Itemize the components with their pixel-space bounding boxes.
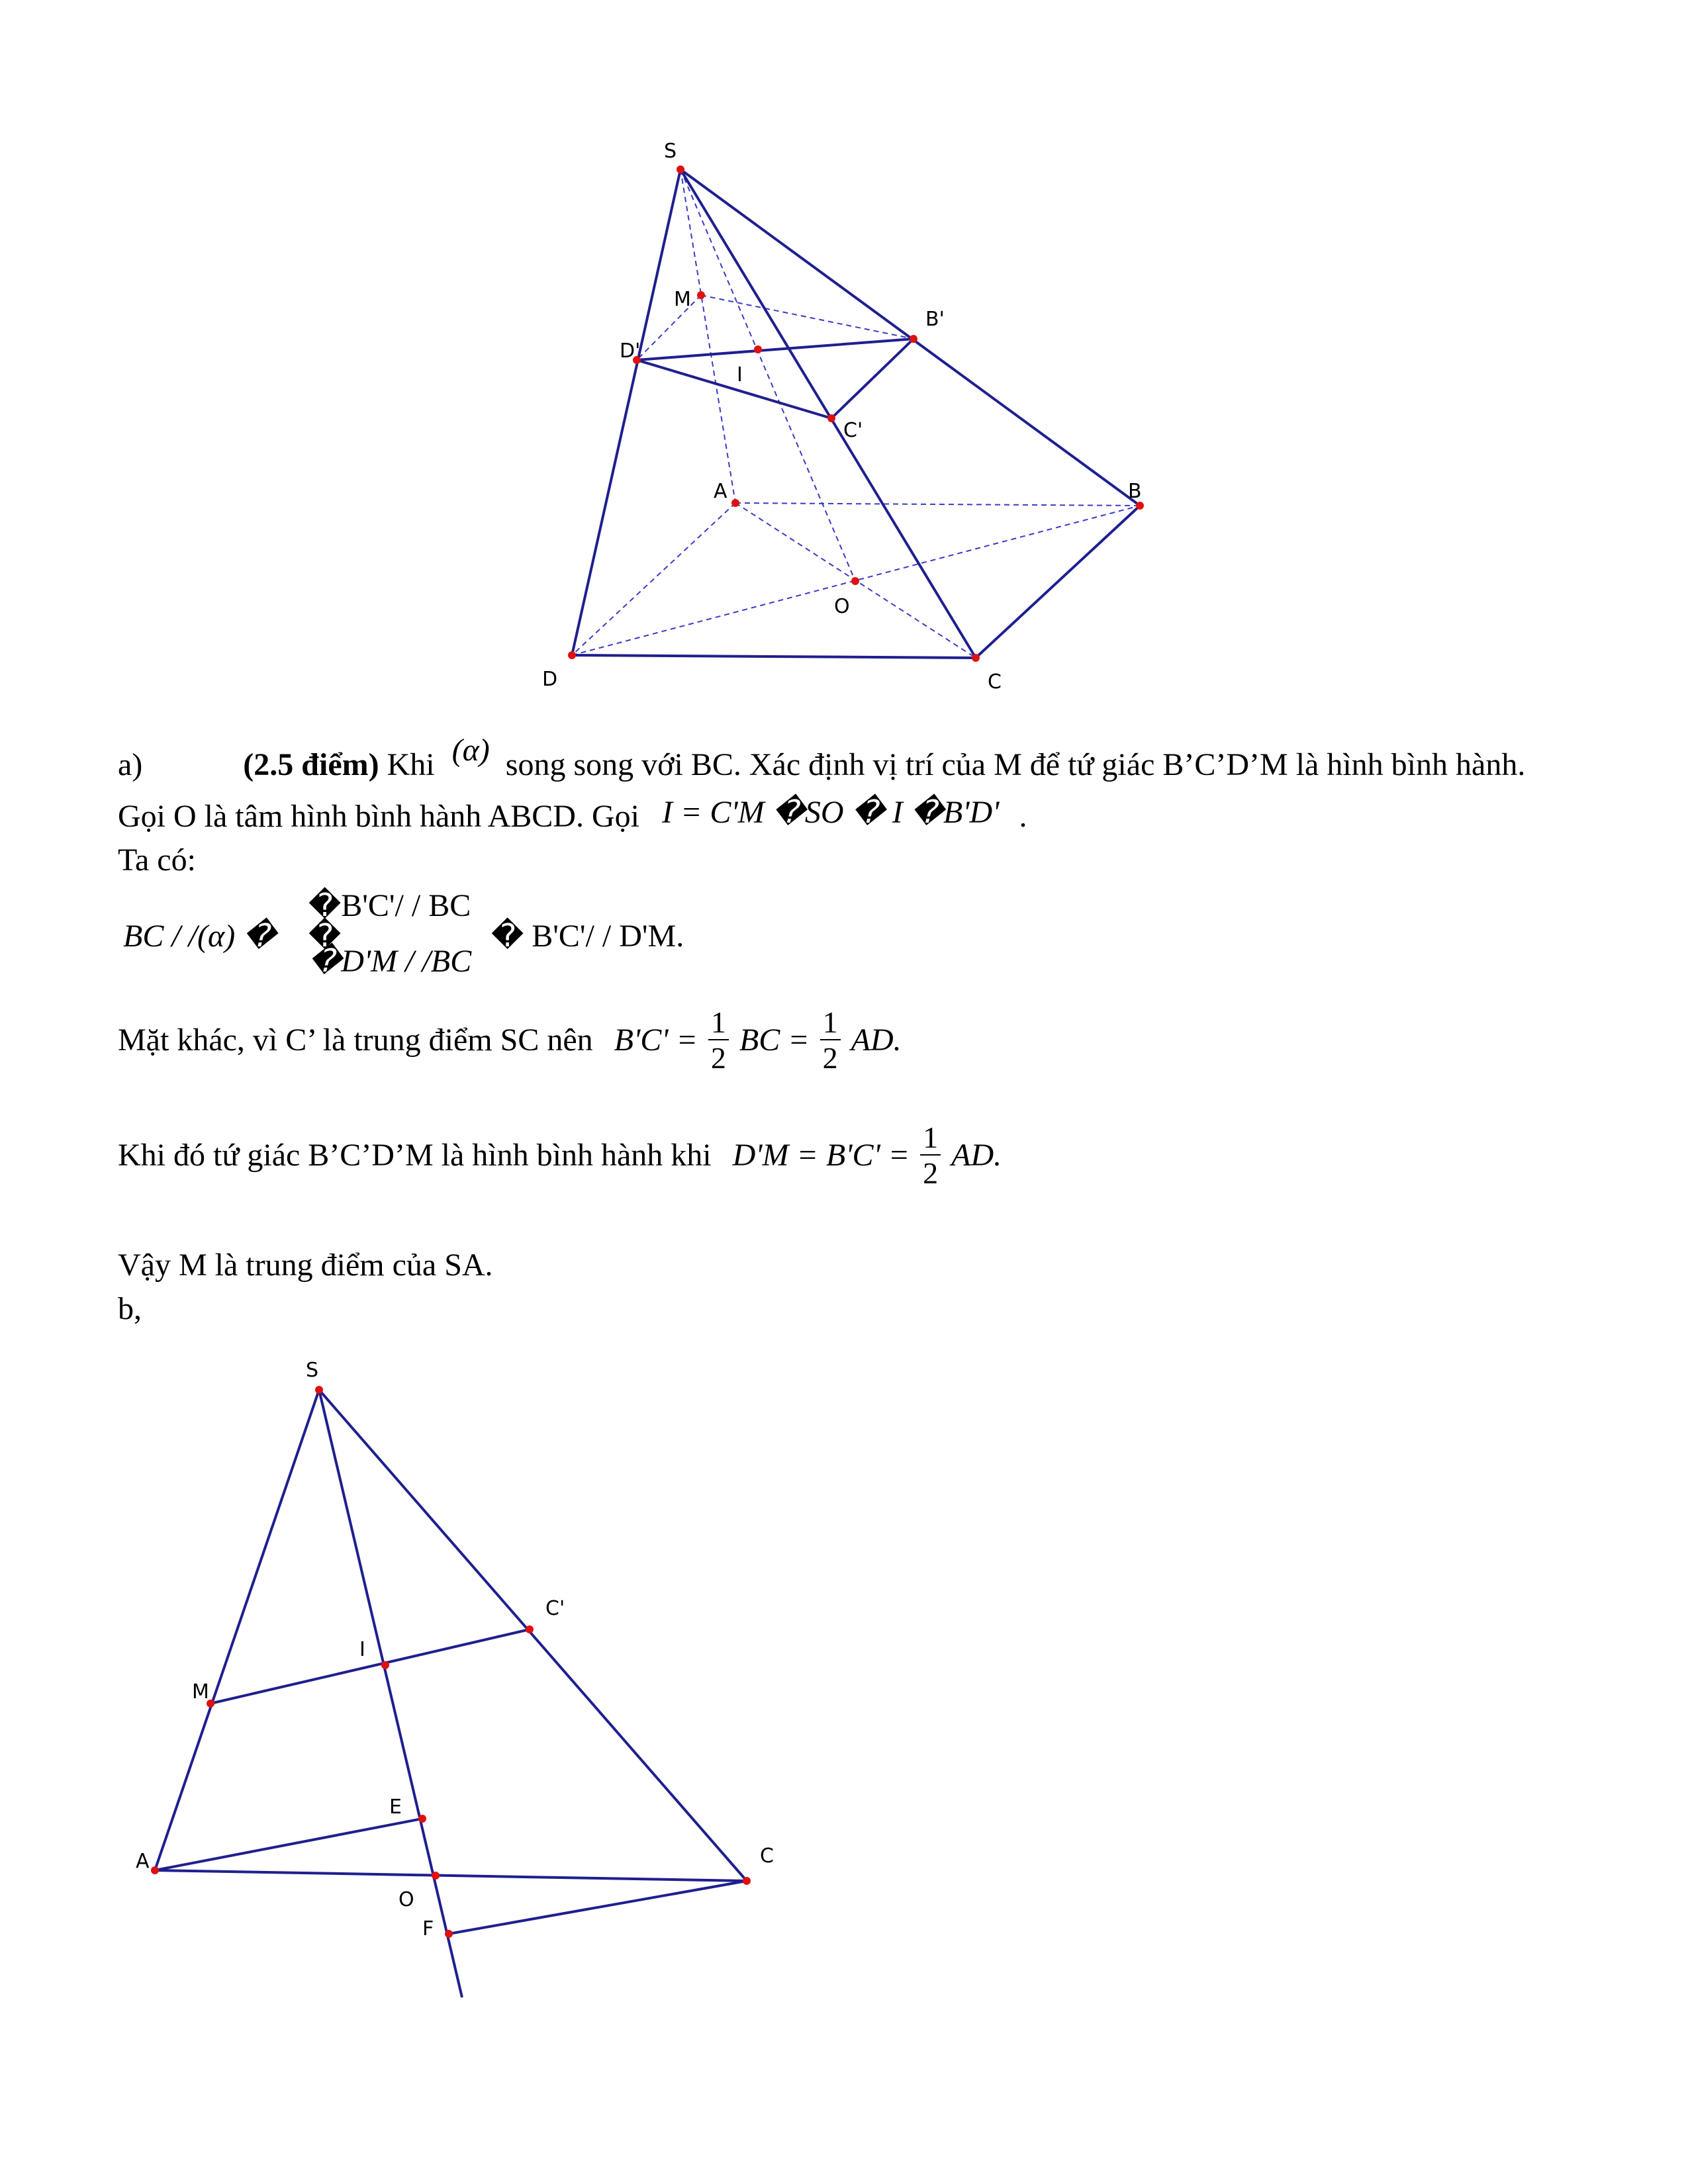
part-a-line-mat-khac <box>118 1007 902 1073</box>
line-S-ray <box>319 1390 462 1997</box>
point-O <box>851 577 859 585</box>
point2-C <box>743 1877 751 1885</box>
system-bot: �D'M / /BC <box>308 944 472 979</box>
line2-end: . <box>1019 799 1027 834</box>
mat-khac-f2: BC = <box>739 1023 810 1058</box>
fraction-denominator: 2 <box>923 1156 939 1190</box>
line-SC <box>319 1390 747 1881</box>
label2-O: O <box>399 1888 414 1911</box>
label-B: B <box>1128 480 1142 503</box>
fraction-numerator: 1 <box>920 1122 941 1156</box>
fraction-half-3 <box>920 1122 941 1189</box>
part-a-points: (2.5 điểm) <box>243 747 379 782</box>
point-C <box>972 654 980 662</box>
dashed-SO <box>680 169 855 581</box>
label-M: M <box>674 288 691 311</box>
fraction-numerator: 1 <box>820 1007 841 1040</box>
label-B-prime: B' <box>925 308 945 331</box>
label2-A: A <box>136 1850 150 1873</box>
khi-do-f1: D'M = B'C' = <box>732 1138 910 1173</box>
conclusion: Vậy M là trung điểm của SA. <box>118 1248 493 1283</box>
line2-text: Gọi O là tâm hình bình hành ABCD. Gọi <box>118 799 639 834</box>
system-rhs: � B'C'/ / D'M. <box>491 919 684 954</box>
dashed-AB <box>735 503 1140 506</box>
edge-D-prime-B-prime <box>637 339 914 360</box>
edge-C-prime-B-prime <box>831 339 914 418</box>
alpha-symbol: (α) <box>451 733 490 768</box>
label2-S: S <box>306 1359 319 1382</box>
edge-SC <box>680 169 976 658</box>
point2-C-prime <box>526 1625 534 1633</box>
point-C-prime <box>827 414 835 422</box>
line-AE <box>155 1819 422 1870</box>
figure2-lines <box>155 1390 747 1997</box>
point2-A <box>151 1866 159 1874</box>
mat-khac-f1: B'C' = <box>614 1023 698 1058</box>
part-a-question: song song với BC. Xác định vị trí của M để tứ giác B’C’D’M là hình bình hành. <box>505 747 1526 782</box>
system-top: �B'C'/ / BC <box>308 888 471 923</box>
point2-O <box>432 1872 440 1880</box>
line-SA <box>155 1390 319 1870</box>
khi-do-f2: AD. <box>951 1138 1002 1173</box>
part-a-intro-khi: Khi <box>387 747 435 782</box>
point-S <box>677 165 684 173</box>
label2-I: I <box>359 1638 365 1661</box>
label2-E: E <box>389 1796 402 1819</box>
line-AC <box>155 1870 747 1881</box>
fraction-half-1 <box>708 1007 729 1073</box>
label-D-prime: D' <box>620 340 641 363</box>
part-a-marker: a) <box>118 747 143 782</box>
part-a-line1 <box>118 733 1526 782</box>
label-D: D <box>542 668 558 691</box>
dashed-SA <box>680 169 735 503</box>
mat-khac-f3: AD. <box>851 1023 902 1058</box>
line-MC-prime <box>211 1629 530 1704</box>
khi-do-text: Khi đó tứ giác B’C’D’M là hình bình hành khi <box>118 1138 712 1173</box>
line-FC <box>449 1881 747 1934</box>
label2-M: M <box>192 1680 209 1704</box>
point-I <box>754 345 762 353</box>
fraction-denominator: 2 <box>710 1041 726 1075</box>
label-C-prime: C' <box>843 419 863 442</box>
label2-C-prime: C' <box>545 1597 565 1620</box>
figure1-labels <box>542 140 1142 694</box>
label-S: S <box>664 140 677 163</box>
point2-F <box>445 1930 453 1938</box>
point2-E <box>418 1815 426 1823</box>
ta-co: Ta có: <box>118 842 196 878</box>
fraction-half-2 <box>820 1007 841 1073</box>
part-a-line2 <box>118 795 1027 834</box>
point2-S <box>315 1386 323 1394</box>
label-A: A <box>714 480 727 503</box>
figure1-points <box>568 165 1144 662</box>
part-a-line-khi-do <box>118 1122 1002 1189</box>
label2-C: C <box>760 1844 774 1868</box>
point2-I <box>381 1661 389 1669</box>
point-M <box>697 291 705 299</box>
system-mid: � <box>308 919 342 954</box>
label-I: I <box>737 363 743 387</box>
label2-F: F <box>422 1917 434 1940</box>
dashed-AD <box>572 503 735 655</box>
point-D <box>568 651 576 659</box>
edge-CB <box>976 506 1140 658</box>
part-b-marker: b, <box>118 1291 142 1326</box>
edge-DC <box>572 655 976 658</box>
fraction-denominator: 2 <box>822 1041 838 1075</box>
point-B-prime <box>910 335 917 343</box>
label-O: O <box>834 595 850 618</box>
fraction-numerator: 1 <box>708 1007 729 1040</box>
system-lhs: BC / /(α) � <box>123 919 276 954</box>
point-A <box>731 499 739 507</box>
mat-khac-text: Mặt khác, vì C’ là trung điểm SC nên <box>118 1023 593 1058</box>
edge-SD <box>572 169 680 655</box>
label-C: C <box>988 670 1002 694</box>
line2-formula: I = C'M �SO � I �B'D' <box>661 795 1000 830</box>
